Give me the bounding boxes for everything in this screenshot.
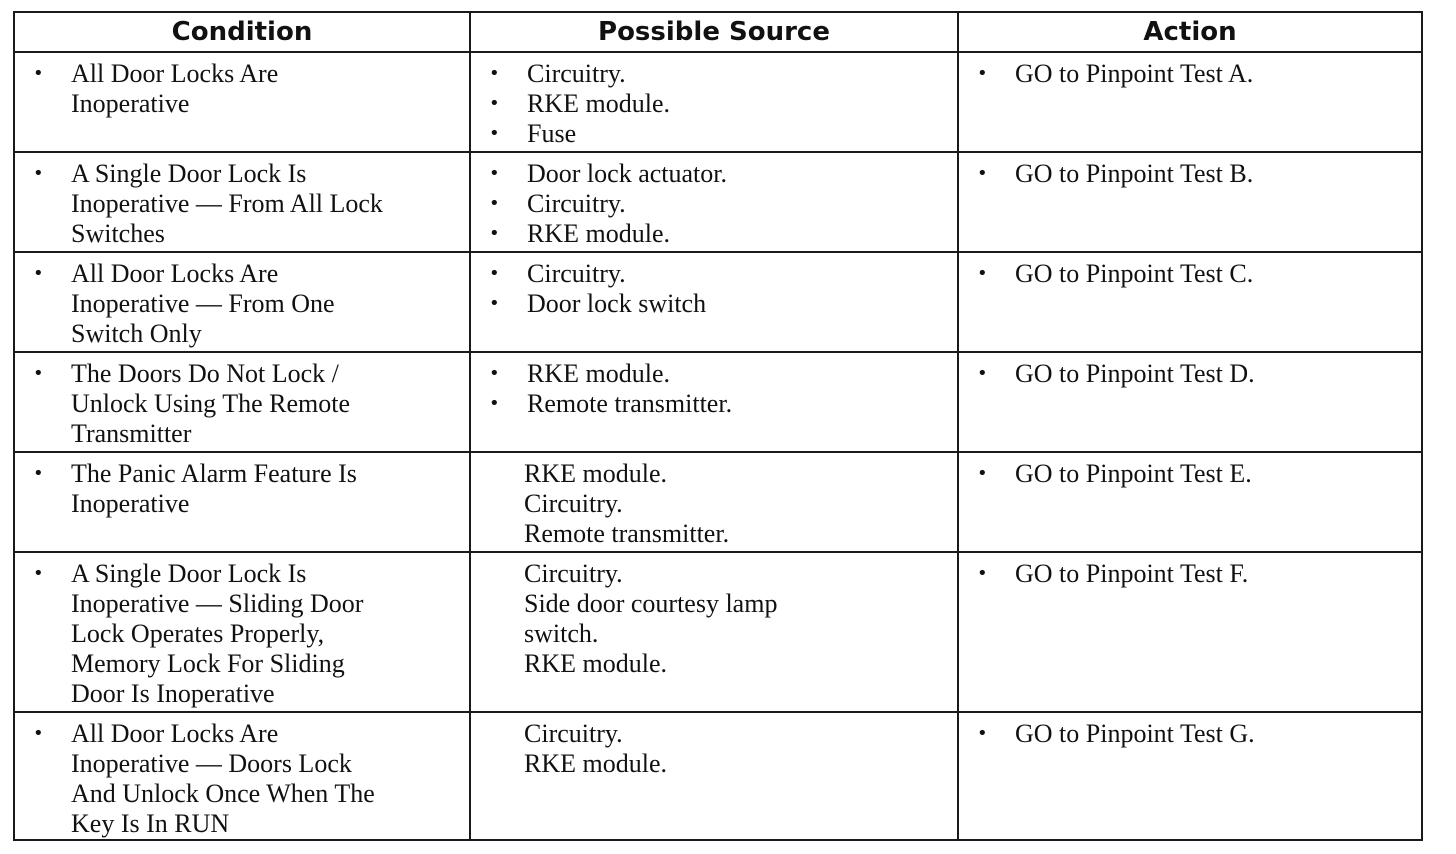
action-cell [958,552,1422,712]
condition-text-line: Door Is Inoperative [71,679,275,708]
condition-text-line: Inoperative — Sliding Door [71,589,364,618]
action-text: GO to Pinpoint Test E. [1015,459,1252,488]
condition-text-line: Switches [71,219,165,248]
condition-cell [14,452,470,552]
table-row [14,552,1422,712]
source-item [471,359,957,389]
bullet-icon: • [33,163,44,184]
action-text: GO to Pinpoint Test D. [1015,359,1255,388]
condition-item [15,259,469,349]
possible-source-cell [470,352,958,452]
source-text: Circuitry. [524,719,623,748]
condition-text-line: Transmitter [71,419,192,448]
table-row [14,712,1422,840]
condition-text-line: Switch Only [71,319,202,348]
condition-text-line: Inoperative — From One [71,289,335,318]
condition-cell [14,252,470,352]
bullet-icon: • [977,463,988,484]
source-text: Circuitry. [527,59,626,88]
source-text: Side door courtesy lamp [524,589,778,618]
condition-item [15,559,469,709]
condition-cell [14,712,470,840]
condition-text-line: All Door Locks Are [71,59,279,88]
source-item [471,389,957,419]
bullet-icon: • [33,363,44,384]
source-item [471,259,957,289]
source-text: RKE module. [524,749,667,778]
possible-source-cell [470,252,958,352]
bullet-icon: • [33,463,44,484]
condition-item [15,59,469,119]
condition-text-line: Key Is In RUN [71,809,230,838]
source-item [471,59,957,89]
bullet-icon: • [977,63,988,84]
source-text: Door lock actuator. [527,159,727,188]
condition-text-line: Memory Lock For Sliding [71,649,345,678]
header-possible-source: Possible Source [470,12,958,52]
action-item [959,459,1421,489]
bullet-icon: • [489,393,500,414]
action-text: GO to Pinpoint Test C. [1015,259,1254,288]
table-row [14,352,1422,452]
source-text: Fuse [527,119,577,148]
action-item [959,259,1421,289]
condition-item [15,459,469,519]
bullet-icon: • [977,163,988,184]
bullet-icon: • [489,223,500,244]
source-text: Door lock switch [527,289,707,318]
condition-text-line: Unlock Using The Remote [71,389,350,418]
condition-cell [14,352,470,452]
condition-text-line: A Single Door Lock Is [71,159,307,188]
condition-text-line: Lock Operates Properly, [71,619,325,648]
action-item [959,59,1421,89]
source-text: Circuitry. [524,559,623,588]
table-row [14,452,1422,552]
possible-source-cell [470,152,958,252]
bullet-icon: • [489,363,500,384]
source-item [471,189,957,219]
condition-text-line: And Unlock Once When The [71,779,375,808]
source-text: RKE module. [527,359,670,388]
source-item [471,159,957,189]
condition-item [15,359,469,449]
bullet-icon: • [33,723,44,744]
source-item [471,119,957,149]
source-text: RKE module. [527,89,670,118]
bullet-icon: • [489,263,500,284]
table-row [14,252,1422,352]
source-text: Circuitry. [527,259,626,288]
bullet-icon: • [489,163,500,184]
possible-source-cell [470,552,958,712]
source-text: RKE module. [527,219,670,248]
condition-text-line: The Panic Alarm Feature Is [71,459,357,488]
action-cell [958,152,1422,252]
possible-source-cell [470,52,958,152]
condition-item [15,159,469,249]
condition-item [15,719,469,839]
table-row [14,52,1422,152]
source-text: Circuitry. [527,189,626,218]
source-text: Circuitry. [524,489,623,518]
bullet-icon: • [33,263,44,284]
action-item [959,159,1421,189]
diagnostic-table [13,11,1423,841]
condition-cell [14,52,470,152]
condition-text-line: A Single Door Lock Is [71,559,307,588]
condition-text-line: All Door Locks Are [71,259,279,288]
action-item [959,719,1421,749]
bullet-icon: • [977,263,988,284]
header-row [14,12,1422,52]
bullet-icon: • [977,363,988,384]
action-text: GO to Pinpoint Test A. [1015,59,1254,88]
action-cell [958,712,1422,840]
bullet-icon: • [977,563,988,584]
condition-cell [14,152,470,252]
possible-source-cell [470,452,958,552]
condition-text-line: Inoperative — Doors Lock [71,749,352,778]
bullet-icon: • [489,63,500,84]
source-item [471,219,957,249]
action-text: GO to Pinpoint Test F. [1015,559,1249,588]
bullet-icon: • [33,63,44,84]
condition-text-line: The Doors Do Not Lock / [71,359,339,388]
bullet-icon: • [33,563,44,584]
header-condition: Condition [14,12,470,52]
source-text: Remote transmitter. [527,389,733,418]
source-text: RKE module. [524,459,667,488]
source-text: RKE module. [524,649,667,678]
source-item [471,289,957,319]
bullet-icon: • [489,123,500,144]
action-cell [958,352,1422,452]
bullet-icon: • [977,723,988,744]
possible-source-cell [470,712,958,840]
condition-text-line: Inoperative — From All Lock [71,189,383,218]
header-action: Action [958,12,1422,52]
action-text: GO to Pinpoint Test B. [1015,159,1254,188]
source-item [471,89,957,119]
condition-text-line: Inoperative [71,89,190,118]
action-cell [958,452,1422,552]
action-cell [958,252,1422,352]
condition-text-line: Inoperative [71,489,190,518]
source-text: Remote transmitter. [524,519,730,548]
bullet-icon: • [489,93,500,114]
action-item [959,359,1421,389]
condition-text-line: All Door Locks Are [71,719,279,748]
table-row [14,152,1422,252]
bullet-icon: • [489,293,500,314]
source-text: switch. [524,619,599,648]
action-cell [958,52,1422,152]
condition-cell [14,552,470,712]
bullet-icon: • [489,193,500,214]
action-text: GO to Pinpoint Test G. [1015,719,1255,748]
action-item [959,559,1421,589]
